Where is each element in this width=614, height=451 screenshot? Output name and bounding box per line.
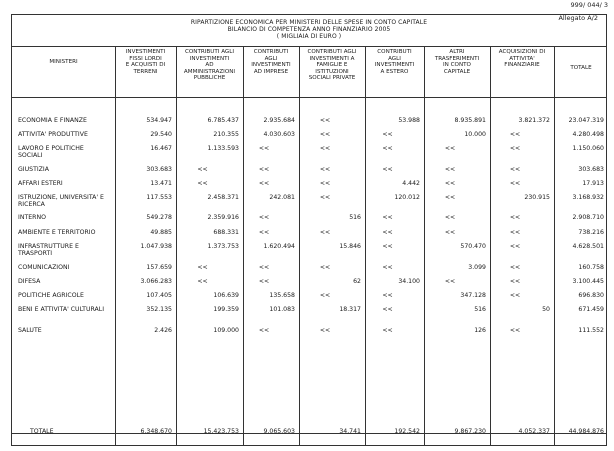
value-cell: << — [258, 214, 270, 221]
value-cell: << — [319, 180, 331, 187]
value-cell: 570.470 — [460, 243, 486, 250]
table-row — [12, 292, 606, 302]
title-line-3: ( MIGLIAIA DI EURO ) — [276, 33, 342, 40]
table-row — [12, 117, 606, 127]
value-cell: 53.988 — [398, 117, 420, 124]
value-cell: 4.052.337 — [518, 428, 550, 435]
value-cell: 199.359 — [213, 306, 239, 313]
value-cell: 1.373.753 — [207, 243, 239, 250]
value-cell: << — [258, 278, 270, 285]
value-cell: << — [319, 131, 331, 138]
title-line-2: BILANCIO DI COMPETENZA ANNO FINANZIARIO 2005 — [227, 26, 391, 33]
table-title — [12, 15, 606, 47]
value-cell: << — [197, 264, 208, 271]
ministry-name: DIFESA — [18, 278, 41, 285]
value-cell: 347.128 — [460, 292, 486, 299]
value-cell: << — [444, 194, 456, 201]
value-cell: 192.542 — [394, 428, 420, 435]
value-cell: 738.216 — [578, 229, 604, 236]
value-cell: << — [319, 166, 331, 173]
value-cell: << — [197, 180, 208, 187]
value-cell: << — [444, 180, 456, 187]
value-cell: 50 — [542, 306, 550, 313]
value-cell: << — [509, 145, 521, 152]
value-cell: << — [509, 243, 521, 250]
table-row — [12, 278, 606, 288]
table-row — [12, 327, 606, 337]
attachment-label: Allegato A/2 — [558, 14, 598, 22]
total-row — [12, 428, 606, 438]
value-cell: << — [382, 166, 393, 173]
value-cell: 3.168.932 — [572, 194, 604, 201]
ministry-name: COMUNICAZIONI — [18, 264, 70, 271]
ministry-name: BENI E ATTIVITA' CULTURALI — [18, 306, 105, 313]
header-altri-trasferimenti: ALTRI TRASFERIMENTI IN CONTO CAPITALE — [434, 49, 480, 75]
table-row — [12, 180, 606, 190]
value-cell: 242.081 — [269, 194, 295, 201]
value-cell: << — [444, 214, 456, 221]
value-cell: 17.913 — [582, 180, 604, 187]
header-contributi-famiglie: CONTRIBUTI AGLI INVESTIMENTI A FAMIGLIE E ISTITUZIONI SOCIALI PRIVATE — [307, 49, 357, 82]
value-cell: << — [444, 166, 456, 173]
ministry-name: POLITICHE AGRICOLE — [18, 292, 84, 299]
value-cell: << — [258, 229, 270, 236]
value-cell: << — [509, 292, 521, 299]
value-cell: 303.683 — [146, 166, 172, 173]
value-cell: << — [319, 229, 331, 236]
value-cell: 23.047.319 — [568, 117, 604, 124]
value-cell: 106.639 — [213, 292, 239, 299]
value-cell: 135.658 — [269, 292, 295, 299]
value-cell: << — [319, 327, 331, 334]
value-cell: << — [258, 264, 270, 271]
ministry-name: GIUSTIZIA — [18, 166, 49, 173]
value-cell: << — [509, 166, 521, 173]
table-row — [12, 194, 606, 208]
value-cell: 549.278 — [146, 214, 172, 221]
value-cell: 8.935.891 — [454, 117, 486, 124]
value-cell: << — [382, 327, 393, 334]
value-cell: 6.348.670 — [140, 428, 172, 435]
table-row — [12, 145, 606, 159]
value-cell: 1.047.938 — [140, 243, 172, 250]
ministry-name: AMBIENTE E TERRITORIO — [18, 229, 96, 236]
header-contributi-amministrazioni: CONTRIBUTI AGLI INVESTIMENTI AD AMMINISTRAZIONI PUBBLICHE — [183, 49, 236, 82]
value-cell: 4.030.603 — [263, 131, 295, 138]
table-row — [12, 214, 606, 224]
ministry-name: ISTRUZIONE, UNIVERSITA' E RICERCA — [18, 194, 104, 208]
value-cell: 49.885 — [150, 229, 172, 236]
value-cell: << — [258, 166, 270, 173]
header-contributi-imprese: CONTRIBUTI AGLI INVESTIMENTI AD IMPRESE — [251, 49, 291, 75]
value-cell: 2.458.371 — [207, 194, 239, 201]
value-cell: 1.620.494 — [263, 243, 295, 250]
value-cell: << — [382, 243, 393, 250]
value-cell: 671.459 — [578, 306, 604, 313]
header-contributi-estero: CONTRIBUTI AGLI INVESTIMENTI A ESTERO — [374, 49, 415, 75]
value-cell: 1.133.593 — [207, 145, 239, 152]
header-divider — [12, 97, 606, 98]
value-cell: 230.915 — [524, 194, 550, 201]
value-cell: 126 — [474, 327, 486, 334]
value-cell: 1.150.060 — [572, 145, 604, 152]
value-cell: 4.628.501 — [572, 243, 604, 250]
value-cell: 109.000 — [213, 327, 239, 334]
value-cell: 2.908.710 — [572, 214, 604, 221]
value-cell: << — [319, 194, 331, 201]
document-reference: 999/ 044/ 3 — [570, 1, 608, 9]
value-cell: 18.317 — [339, 306, 361, 313]
value-cell: 107.405 — [146, 292, 172, 299]
table-row — [12, 229, 606, 239]
value-cell: 160.758 — [578, 264, 604, 271]
ministry-name: SALUTE — [18, 327, 42, 334]
value-cell: 120.012 — [394, 194, 420, 201]
value-cell: 352.135 — [146, 306, 172, 313]
header-totale: TOTALE — [570, 65, 592, 71]
value-cell: 44.984.876 — [568, 428, 604, 435]
value-cell: 2.935.684 — [263, 117, 295, 124]
value-cell: << — [509, 180, 521, 187]
value-cell: 6.785.437 — [207, 117, 239, 124]
header-attivita-finanziarie: ACQUISIZIONI DI ATTIVITA' FINANZIARIE — [498, 49, 546, 69]
value-cell: 3.821.372 — [518, 117, 550, 124]
value-cell: 2.359.916 — [207, 214, 239, 221]
spending-table — [11, 14, 607, 446]
value-cell: << — [382, 264, 393, 271]
value-cell: << — [509, 214, 521, 221]
value-cell: << — [258, 180, 270, 187]
ministry-name: INTERNO — [18, 214, 46, 221]
value-cell: << — [444, 278, 456, 285]
value-cell: << — [509, 229, 521, 236]
ministry-name: ATTIVITA' PRODUTTIVE — [18, 131, 88, 138]
value-cell: 34.741 — [339, 428, 361, 435]
value-cell: 516 — [474, 306, 486, 313]
value-cell: 9.065.603 — [263, 428, 295, 435]
table-row — [12, 166, 606, 176]
ministry-name: ECONOMIA E FINANZE — [18, 117, 87, 124]
value-cell: << — [509, 327, 521, 334]
ministry-name: TOTALE — [30, 428, 54, 435]
value-cell: << — [319, 264, 331, 271]
value-cell: 696.830 — [578, 292, 604, 299]
value-cell: 15.846 — [339, 243, 361, 250]
value-cell: 34.100 — [398, 278, 420, 285]
value-cell: 4.280.498 — [572, 131, 604, 138]
value-cell: << — [319, 292, 331, 299]
value-cell: 101.083 — [269, 306, 295, 313]
value-cell: 111.552 — [578, 327, 604, 334]
value-cell: 3.066.283 — [140, 278, 172, 285]
value-cell: << — [319, 145, 331, 152]
value-cell: << — [258, 327, 270, 334]
value-cell: << — [444, 145, 456, 152]
value-cell: << — [197, 166, 208, 173]
value-cell: 303.683 — [578, 166, 604, 173]
value-cell: 117.553 — [146, 194, 172, 201]
value-cell: << — [382, 292, 393, 299]
value-cell: 29.540 — [150, 131, 172, 138]
value-cell: 157.659 — [146, 264, 172, 271]
value-cell: << — [319, 117, 331, 124]
table-row — [12, 131, 606, 141]
value-cell: << — [382, 306, 393, 313]
value-cell: 516 — [349, 214, 361, 221]
value-cell: 3.100.445 — [572, 278, 604, 285]
ministry-name: LAVORO E POLITICHE SOCIALI — [18, 145, 84, 159]
value-cell: 2.426 — [154, 327, 172, 334]
ministry-name: AFFARI ESTERI — [18, 180, 63, 187]
value-cell: << — [382, 145, 393, 152]
value-cell: 10.000 — [464, 131, 486, 138]
value-cell: << — [509, 131, 521, 138]
value-cell: << — [197, 278, 208, 285]
value-cell: << — [382, 131, 393, 138]
value-cell: 9.867.230 — [454, 428, 486, 435]
table-row — [12, 306, 606, 316]
value-cell: 688.331 — [213, 229, 239, 236]
value-cell: << — [258, 145, 270, 152]
value-cell: 534.947 — [146, 117, 172, 124]
value-cell: << — [444, 229, 456, 236]
value-cell: 62 — [353, 278, 361, 285]
ministry-name: INFRASTRUTTURE E TRASPORTI — [18, 243, 79, 257]
value-cell: 13.471 — [150, 180, 172, 187]
header-ministeri: MINISTERI — [49, 59, 78, 65]
value-cell: << — [382, 229, 393, 236]
title-line-1: RIPARTIZIONE ECONOMICA PER MINISTERI DELLE SPESE IN CONTO CAPITALE — [190, 19, 428, 26]
table-row — [12, 264, 606, 274]
value-cell: 3.099 — [468, 264, 486, 271]
value-cell: << — [382, 214, 393, 221]
value-cell: 4.442 — [402, 180, 420, 187]
value-cell: 16.467 — [150, 145, 172, 152]
value-cell: << — [509, 278, 521, 285]
value-cell: << — [509, 264, 521, 271]
value-cell: 210.355 — [213, 131, 239, 138]
table-row — [12, 243, 606, 257]
header-investimenti-fissi: INVESTIMENTI FISSI LORDI E ACQUISTI DI TERRENI — [125, 49, 166, 75]
value-cell: 15.423.753 — [203, 428, 239, 435]
